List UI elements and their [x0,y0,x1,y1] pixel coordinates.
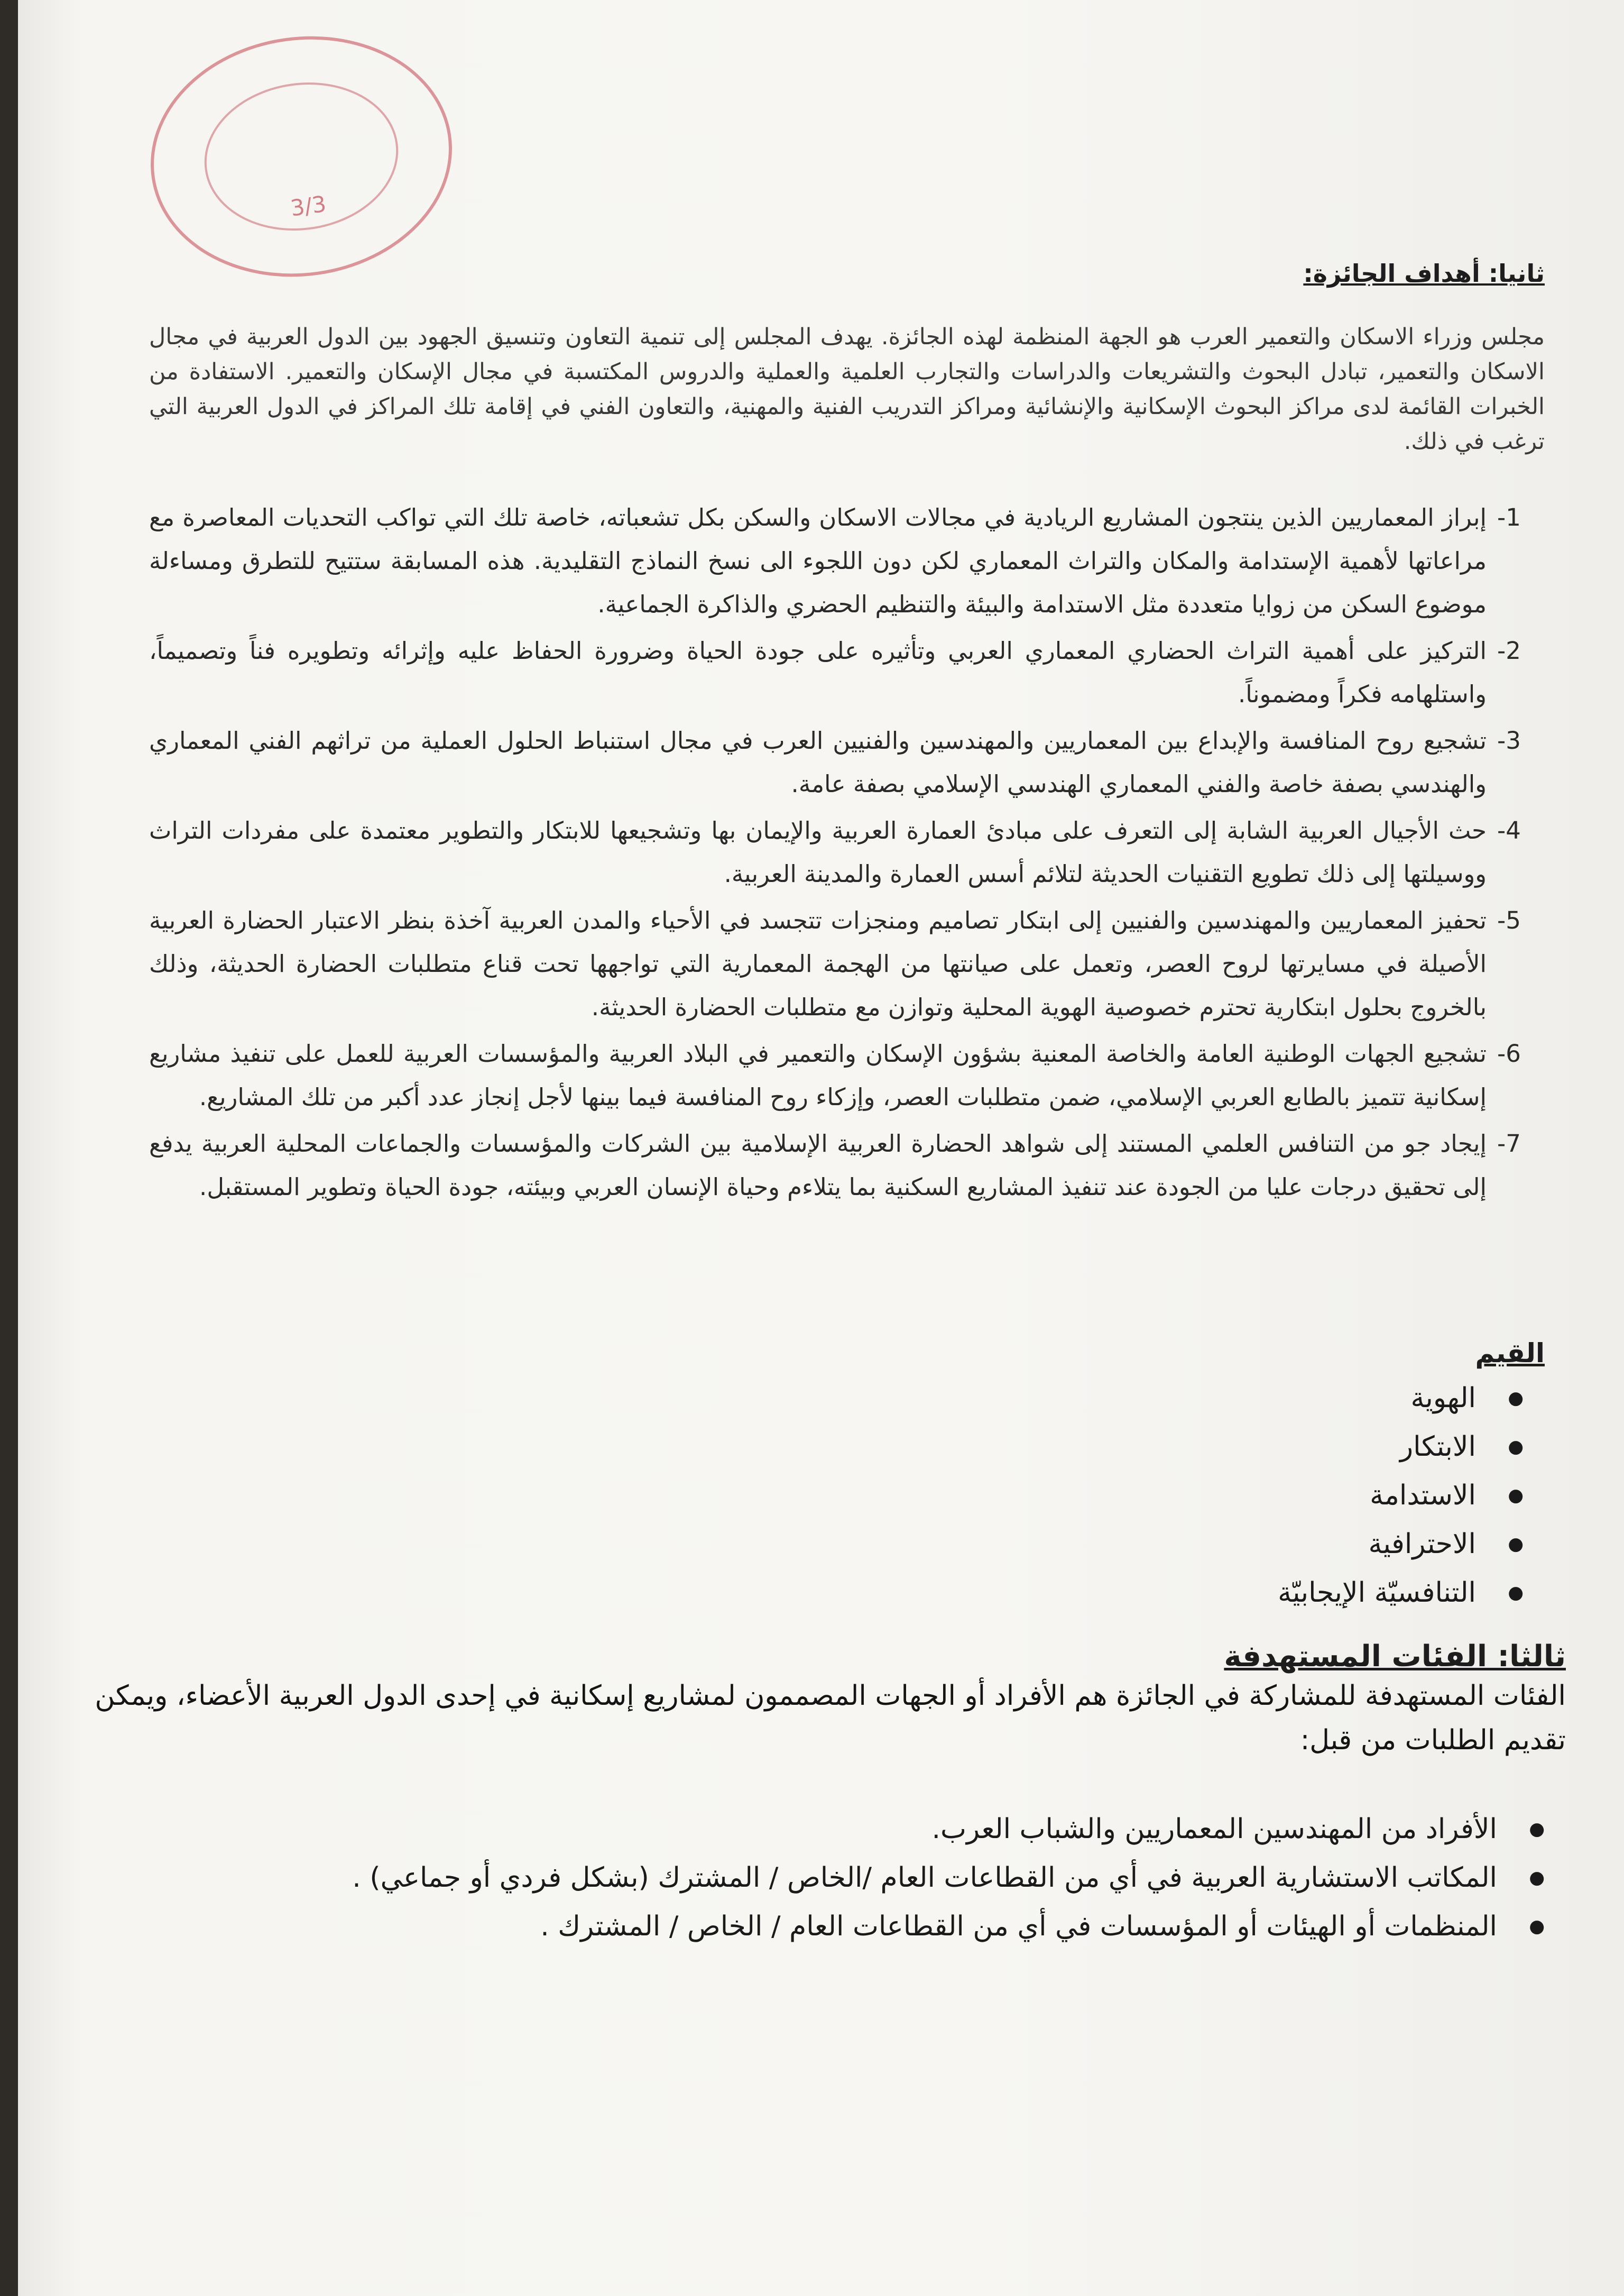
section3-heading: ثالثا: الفئات المستهدفة [1224,1639,1566,1674]
list-item: ● الاستدامة [149,1471,1545,1520]
list-item: -1 إبراز المعماريين الذين ينتجون المشاريع الريادية في مجالات الاسكان والسكن بكل تشعباته، خاصة تلك التي تواكب التحديات المعاصرة مع مراعاتها لأهمية الإستدامة والمكان والتراث المعماري لكن دون اللجوء الى نسخ النماذج التقليدية. هذه المسابقة ستتيح للتطرق ومساءلة موضوع السكن من زوايا متعددة مثل الاستدامة والبيئة والتنظيم الحضري والذاكرة الجماعية. [149,503,1521,618]
list-item: -2 التركيز على أهمية التراث الحضاري المعماري العربي وتأثيره على جودة الحياة وضرورة الحفاظ عليه وإثرائه وتطويره فناً وتصميماً، واستلهامه فكراً ومضموناً. [149,637,1521,708]
list-item: ● التنافسيّة الإيجابيّة [149,1568,1545,1617]
list-item: ● الهوية [149,1374,1545,1422]
values-list [149,1374,1545,1617]
list-item: ● الأفراد من المهندسين المعماريين والشباب العرب. [75,1805,1566,1853]
list-item: -4 حث الأجيال العربية الشابة إلى التعرف على مبادئ العمارة العربية والإيمان بها وتشجيعها للابتكار والتطوير معتمدة على مفردات التراث ووسيلتها إلى ذلك تطويع التقنيات الحديثة لتلائم أسس العمارة والمدينة العربية. [149,816,1521,888]
stamp-ref: 3/3 [289,190,328,222]
list-item: ● الابتكار [149,1422,1545,1471]
list-item: -5 تحفيز المعماريين والمهندسين والفنيين إلى ابتكار تصاميم ومنجزات تتجسد في الأحياء والمدن العربية آخذة بنظر الاعتبار الحضارة العربية الأصيلة في مسايرتها لروح العصر، وتعمل على صيانتها من الهجمة المعمارية التي تواجهها تحت قناع متطلبات الحضارة الحديثة، وذلك بالخروج بحلول ابتكارية تحترم خصوصية الهوية المحلية وتوازن مع متطلبات الحضارة الحديثة. [149,906,1521,1021]
list-item: -6 تشجيع الجهات الوطنية العامة والخاصة المعنية بشؤون الإسكان والتعمير في البلاد العربية والمؤسسات العربية للعمل على تنفيذ مشاريع إسكانية تتميز بالطابع العربي الإسلامي، ضمن متطلبات العصر، وإزكاء روح المنافسة فيما بينها لأجل إنجاز عدد أكبر من تلك المشاريع. [149,1040,1521,1111]
section2-heading: ثانيا: أهداف الجائزة: [1303,259,1545,288]
list-item: -3 تشجيع روح المنافسة والإبداع بين المعماريين والمهندسين والفنيين العرب في مجال استنباط الحلول العملية من تراثهم الفني المعماري والهندسي بصفة خاصة والفني المعماري الهندسي الإسلامي بصفة عامة. [149,727,1521,798]
section2-intro: مجلس وزراء الاسكان والتعمير العرب هو الجهة المنظمة لهذه الجائزة. يهدف المجلس إلى تنمية التعاون وتنسيق الجهود بين الدول العربية في مجال الاسكان والتعمير، تبادل البحوث والتشريعات والدراسات والتجارب العلمية والعملية والدروس المكتسبة في مجال الإسكان والتعمير. الاستفادة من الخبرات القائمة لدى مراكز البحوث الإسكانية والإنشائية ومراكز التدريب الفنية والمهنية، والتعاون الفني في إقامة تلك المراكز في الدول العربية التي ترغب في ذلك. [149,324,1545,455]
target-groups-list [75,1805,1566,1951]
stamp-inner-ring [195,70,408,243]
list-item: ● المنظمات أو الهيئات أو المؤسسات في أي من القطاعات العام / الخاص / المشترك . [75,1902,1566,1951]
list-item: -7 إيجاد جو من التنافس العلمي المستند إلى شواهد الحضارة العربية الإسلامية بين الشركات والمؤسسات والجماعات المحلية العربية يدفع إلى تحقيق درجات عليا من الجودة عند تنفيذ المشاريع السكنية بما يتلاءم وحياة الإنسان العربي وبيئته، جودة الحياة وتطوير المستقبل. [149,1129,1521,1201]
list-item: ● المكاتب الاستشارية العربية في أي من القطاعات العام /الخاص / المشترك (بشكل فردي أو جماعي) . [75,1853,1566,1902]
goals-list [149,496,1545,1209]
section3-intro: الفئات المستهدفة للمشاركة في الجائزة هم الأفراد أو الجهات المصممون لمشاريع إسكانية في إحدى الدول العربية الأعضاء، ويمكن تقديم الطلبات من قبل: [95,1680,1566,1756]
official-stamp [135,17,467,296]
goals-section [149,259,1545,1212]
target-groups-section [75,1639,1566,1951]
values-section [149,1338,1545,1617]
values-heading: القيم [1475,1338,1545,1369]
list-item: ● الاحترافية [149,1520,1545,1568]
document-page [18,0,1624,2296]
